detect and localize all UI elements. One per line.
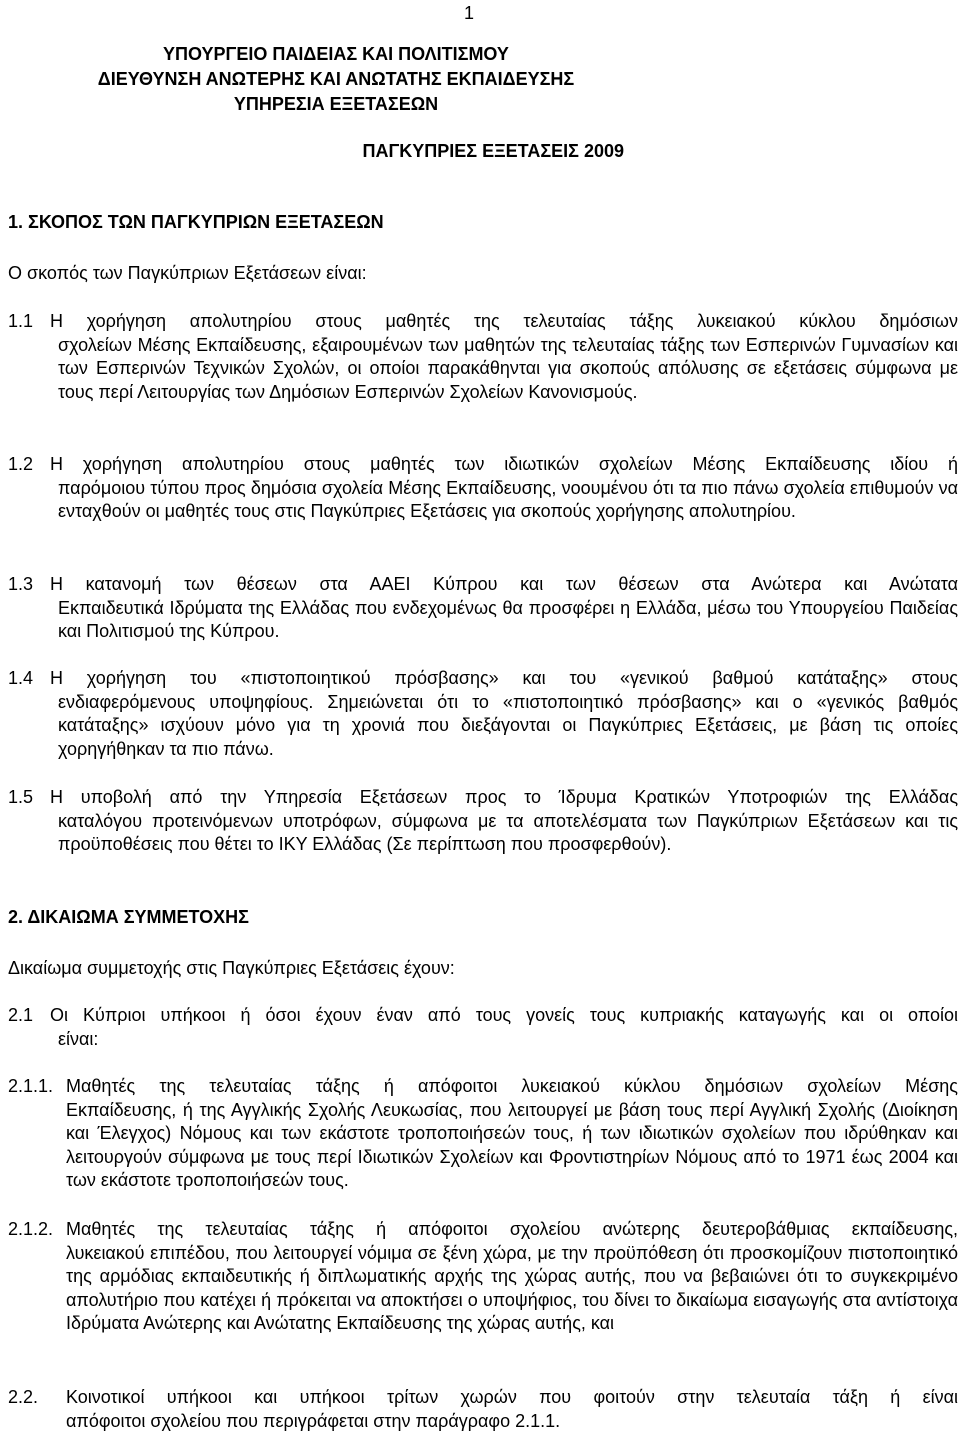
section-1-intro: Ο σκοπός των Παγκύπριων Εξετάσεων είναι: <box>8 263 367 283</box>
page-number: 1 <box>464 3 475 23</box>
paragraph-number: 1.3 <box>8 574 34 594</box>
paragraph-1-3 <box>8 573 958 644</box>
paragraph-1-2 <box>8 453 958 524</box>
paragraph-body: απόφοιτοι σχολείου που περιγράφεται στην παράγραφο 2.1.1. <box>66 1410 561 1431</box>
paragraph-body: είναι: <box>58 1028 99 1049</box>
paragraph-number: 1.5 <box>8 787 34 807</box>
document-header <box>0 42 672 117</box>
paragraph-first-line: Κοινοτικοί υπήκοοι και υπήκοοι τρίτων χωρών που φοιτούν στην τελευταία τάξη ή είναι <box>66 1387 958 1407</box>
paragraph-number: 2.1.1. <box>8 1076 54 1096</box>
exam-title: ΠΑΓΚΥΠΡΙΕΣ ΕΞΕΤΑΣΕΙΣ 2009 <box>362 141 624 161</box>
paragraph-1-4 <box>8 667 958 761</box>
section-2-heading: 2. ΔΙΚΑΙΩΜΑ ΣΥΜΜΕΤΟΧΗΣ <box>8 907 249 927</box>
paragraph-1-5 <box>8 786 958 857</box>
paragraph-number: 2.2. <box>8 1387 39 1407</box>
paragraph-1-1 <box>8 310 958 404</box>
paragraph-first-line: Η κατανομή των θέσεων στα ΑΑΕΙ Κύπρου και των θέσεων στα Ανώτερα και Ανώτατα <box>50 574 958 594</box>
paragraph-2-1 <box>8 1004 958 1051</box>
paragraph-first-line: Η χορήγηση απολυτηρίου στους μαθητές της τελευταίας τάξης λυκειακού κύκλου δημόσιων <box>50 311 958 331</box>
paragraph-number: 1.2 <box>8 454 34 474</box>
paragraph-first-line: Μαθητές της τελευταίας τάξης ή απόφοιτοι λυκειακού κύκλου δημόσιων σχολείων Μέσης <box>66 1076 958 1096</box>
paragraph-2-1-1 <box>8 1075 958 1193</box>
paragraph-number: 1.1 <box>8 311 34 331</box>
paragraph-body: παρόμοιου τύπου προς δημόσια σχολεία Μέσης Εκπαίδευσης, νοουμένου ότι τα πιο πάνω σχολεία επιθυμούν να ενταχθούν οι μαθητές τους στις Παγκύπριες Εξετάσεις για σκοπούς χορήγησης απολυτηρίου. <box>58 477 958 521</box>
paragraph-2-2 <box>8 1386 958 1433</box>
paragraph-body: Εκπαίδευσης, ή της Αγγλικής Σχολής Λευκωσίας, που λειτουργεί με βάση τους περί Αγγλική Σχολής (Διοίκηση και Έλεγχος) Νόμους και των εκάστοτε τροποποιήσεών τους, ή των ιδιωτικών σχολείων που ιδρύθηκαν και λειτουργούν σύμφωνα με τους περί Ιδιωτικών Σχολείων και Φροντιστηρίων Νόμους από το 1971 έως 2004 και των εκάστοτε τροποποιήσεών τους. <box>66 1099 958 1190</box>
paragraph-first-line: Η υποβολή από την Υπηρεσία Εξετάσεων προς το Ίδρυμα Κρατικών Υποτροφιών της Ελλάδας <box>50 787 958 807</box>
paragraph-number: 2.1 <box>8 1005 34 1025</box>
section-1-heading: 1. ΣΚΟΠΟΣ ΤΩΝ ΠΑΓΚΥΠΡΙΩΝ ΕΞΕΤΑΣΕΩΝ <box>8 212 384 232</box>
paragraph-2-1-2 <box>8 1218 958 1336</box>
paragraph-body: σχολείων Μέσης Εκπαίδευσης, εξαιρουμένων των μαθητών της τελευταίας τάξης των Εσπερινών Γυμνασίων και των Εσπερινών Τεχνικών Σχολών, οι οποίοι παρακάθηνται για σκοπούς απόλυσης σε εξετάσεις σύμφωνα με τους περί Λειτουργίας των Δημόσιων Εσπερινών Σχολείων Κανονισμούς. <box>58 334 958 402</box>
paragraph-number: 1.4 <box>8 668 34 688</box>
paragraph-body: Εκπαιδευτικά Ιδρύματα της Ελλάδας που ενδεχομένως θα προσφέρει η Ελλάδα, μέσω του Υπουργείου Παιδείας και Πολιτισμού της Κύπρου. <box>58 597 958 641</box>
paragraph-number: 2.1.2. <box>8 1219 54 1239</box>
section-2-intro: Δικαίωμα συμμετοχής στις Παγκύπριες Εξετάσεις έχουν: <box>8 958 455 978</box>
paragraph-body: καταλόγου προτεινόμενων υποτρόφων, σύμφωνα με τα αποτελέσματα των Παγκύπριων Εξετάσεων και τις προϋποθέσεις που θέτει το ΙΚΥ Ελλάδας (Σε περίπτωση που προσφερθούν). <box>58 810 958 854</box>
paragraph-first-line: Η χορήγηση του «πιστοποιητικού πρόσβασης» και του «γενικού βαθμού κατάταξης» στους <box>50 668 958 688</box>
service-title: ΥΠΗΡΕΣΙΑ ΕΞΕΤΑΣΕΩΝ <box>233 94 439 114</box>
paragraph-first-line: Μαθητές της τελευταίας τάξης ή απόφοιτοι σχολείου ανώτερης δευτεροβάθμιας εκπαίδευσης, <box>66 1219 958 1239</box>
directorate-title: ΔΙΕΥΘΥΝΣΗ ΑΝΩΤΕΡΗΣ ΚΑΙ ΑΝΩΤΑΤΗΣ ΕΚΠΑΙΔΕΥΣΗΣ <box>97 69 575 89</box>
paragraph-first-line: Οι Κύπριοι υπήκοοι ή όσοι έχουν έναν από τους γονείς τους κυπριακής καταγωγής και οι οποίοι <box>50 1005 958 1025</box>
paragraph-body: ενδιαφερόμενους υποψηφίους. Σημειώνεται ότι το «πιστοποιητικό πρόσβασης» και ο «γενικός βαθμός κατάταξης» ισχύουν μόνο για τη χρονιά που διεξάγονται οι Παγκύπριες Εξετάσεις, με βάση τις οποίες χορηγήθηκαν τα πιο πάνω. <box>58 691 958 759</box>
ministry-title: ΥΠΟΥΡΓΕΙΟ ΠΑΙΔΕΙΑΣ ΚΑΙ ΠΟΛΙΤΙΣΜΟΥ <box>163 44 509 64</box>
paragraph-first-line: Η χορήγηση απολυτηρίου στους μαθητές των ιδιωτικών σχολείων Μέσης Εκπαίδευσης ιδίου ή <box>50 454 958 474</box>
paragraph-body: λυκειακού επιπέδου, που λειτουργεί νόμιμα σε ξένη χώρα, με την προϋπόθεση ότι προσκομίζουν πιστοποιητικό της αρμόδιας εκπαιδευτικής ή διπλωματικής αρχής της χώρας αυτής, που να βεβαιώνει ότι το συγκεκριμένο απολυτήριο που κατέχει ή πρόκειται να αποκτήσει ο υποψήφιος, του δίνει το δικαίωμα εισαγωγής στα αντίστοιχα Ιδρύματα Ανώτερης και Ανώτατης Εκπαίδευσης της χώρας αυτής, και <box>66 1242 958 1333</box>
